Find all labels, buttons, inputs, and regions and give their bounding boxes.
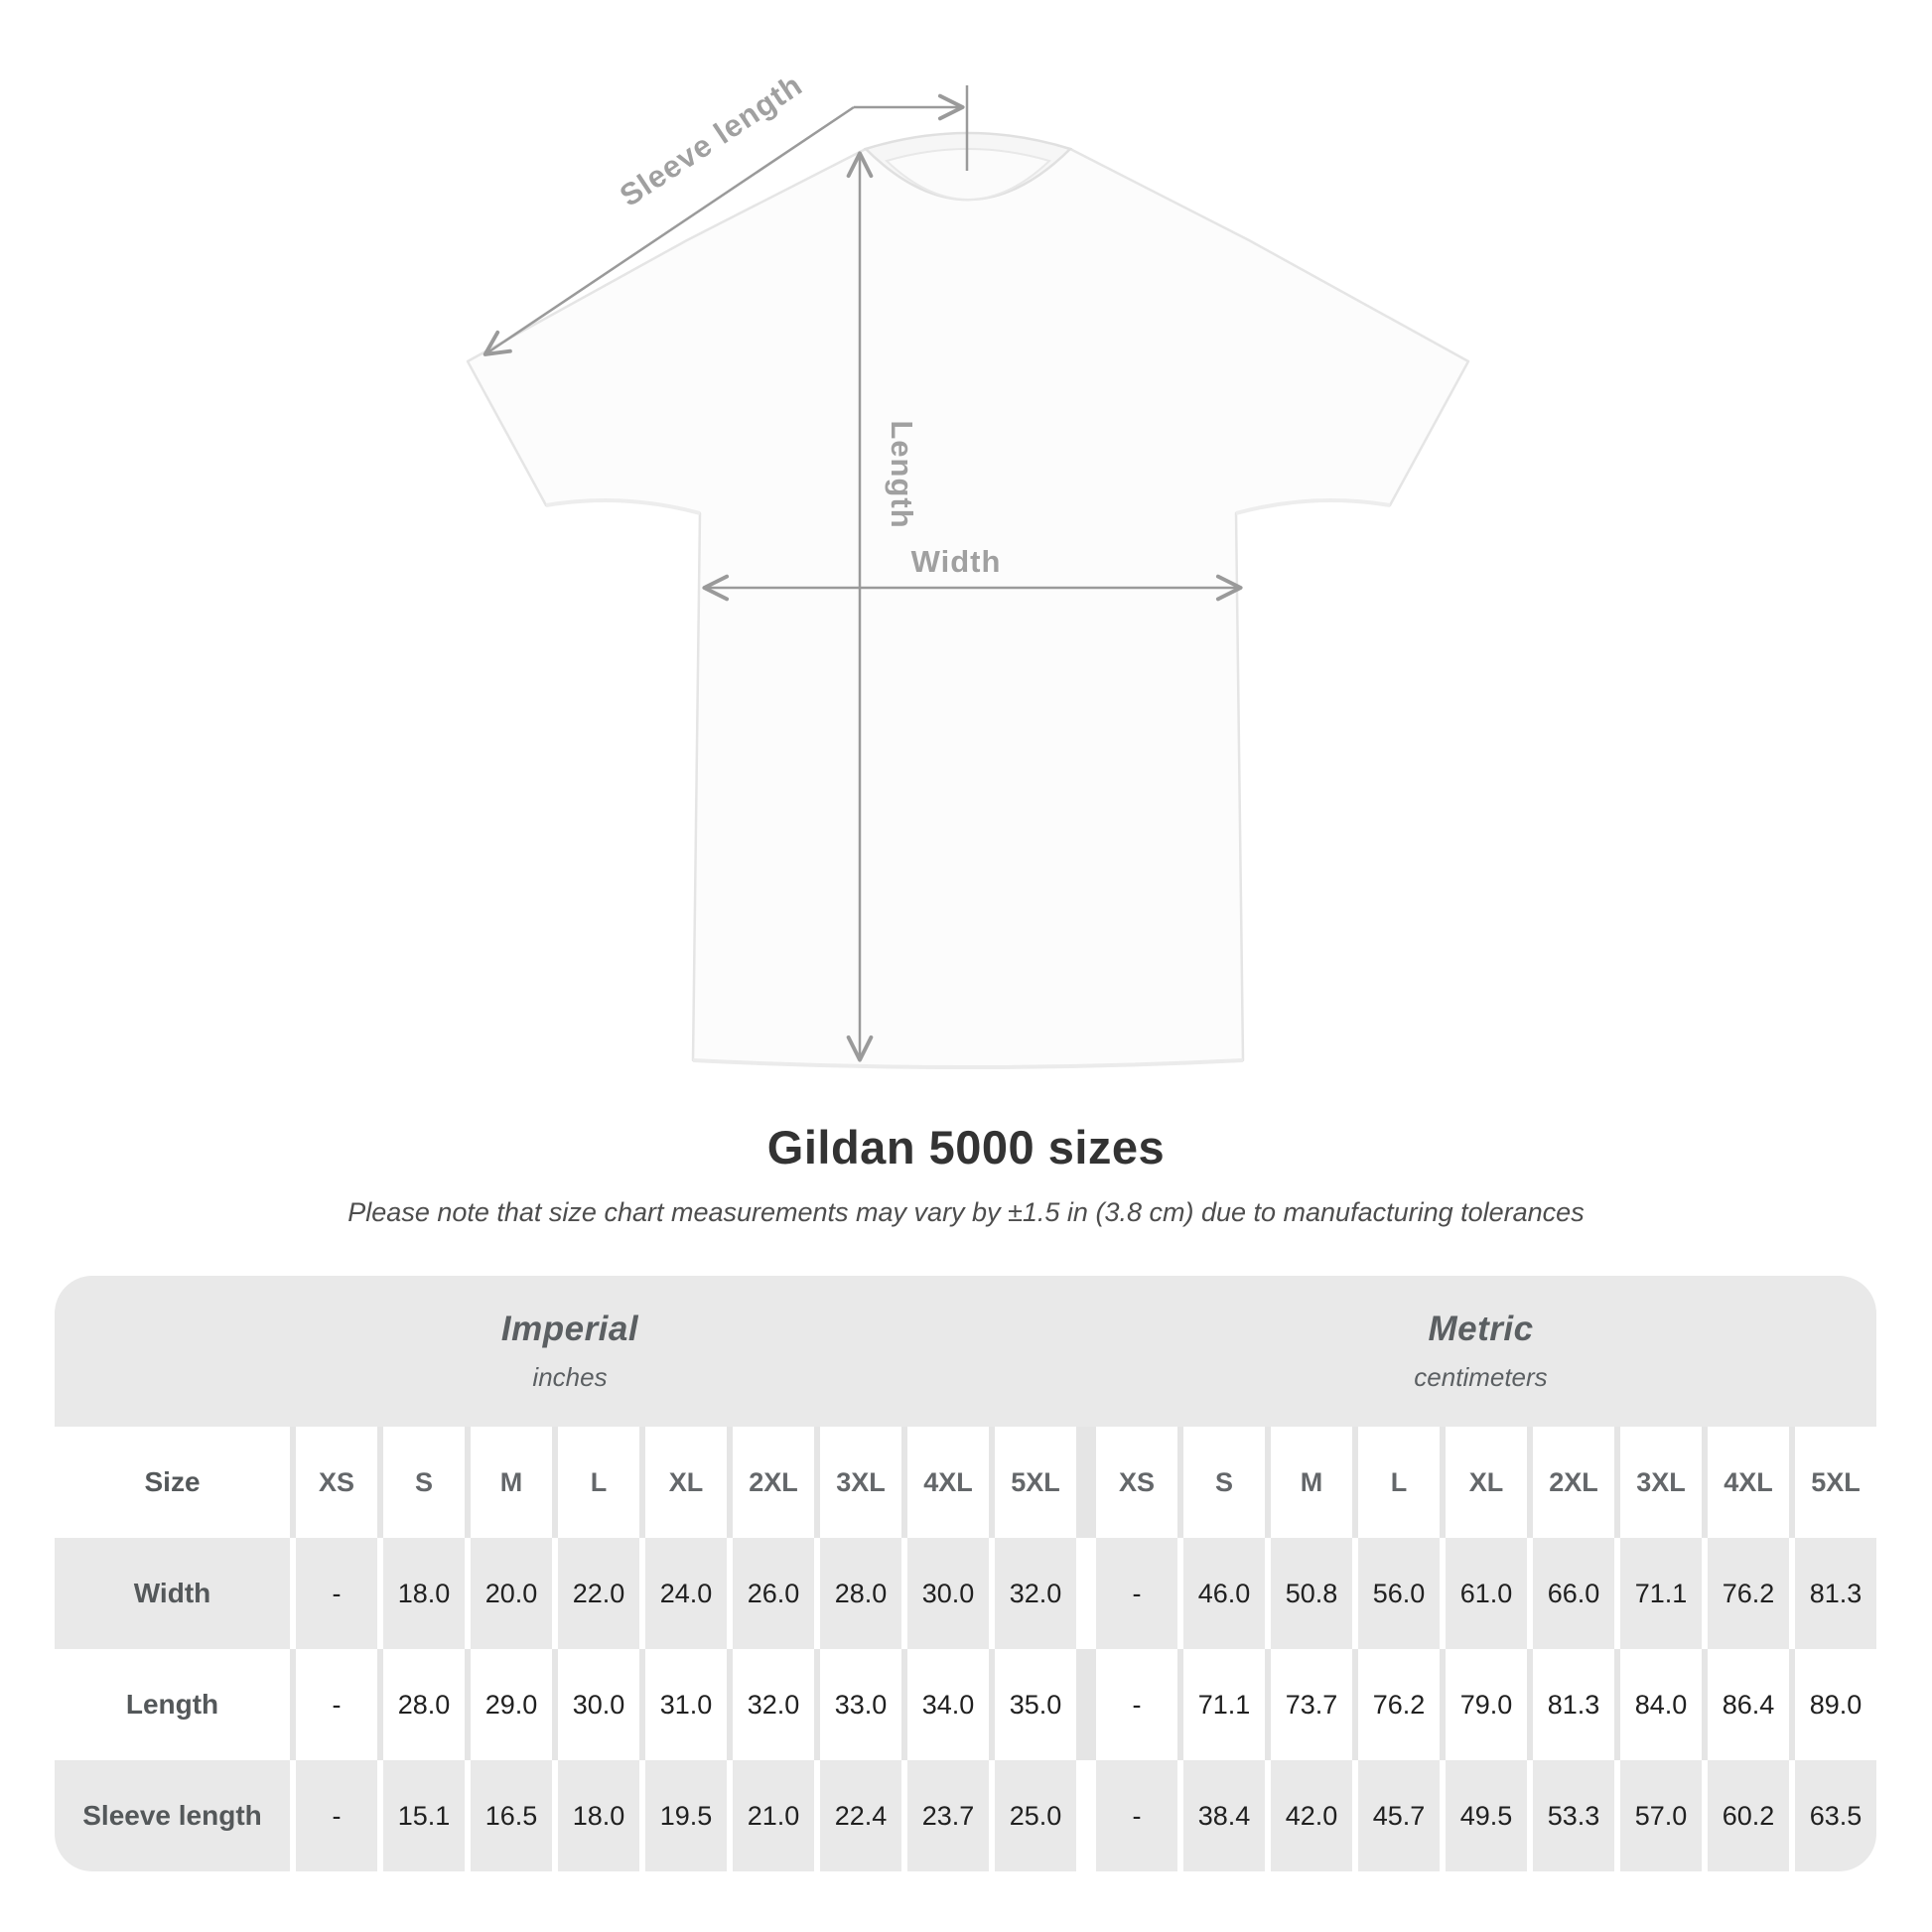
- cell-value: -: [1096, 1538, 1177, 1649]
- size-header-cell: Size: [55, 1427, 290, 1538]
- table-row-length: [55, 1649, 1876, 1760]
- cell-value: 50.8: [1271, 1538, 1352, 1649]
- row-label: Sleeve length: [55, 1760, 290, 1871]
- cell-value: 30.0: [907, 1538, 989, 1649]
- size-col-header: M: [1271, 1427, 1352, 1538]
- section-spacer: [1082, 1649, 1090, 1760]
- cell-value: 84.0: [1620, 1649, 1702, 1760]
- cell-value: 79.0: [1446, 1649, 1527, 1760]
- cell-value: 49.5: [1446, 1760, 1527, 1871]
- cell-value: 35.0: [995, 1649, 1076, 1760]
- cell-value: 28.0: [383, 1649, 465, 1760]
- cell-value: 25.0: [995, 1760, 1076, 1871]
- size-col-header: 3XL: [820, 1427, 901, 1538]
- cell-value: 33.0: [820, 1649, 901, 1760]
- size-col-header: 3XL: [1620, 1427, 1702, 1538]
- cell-value: 81.3: [1533, 1649, 1614, 1760]
- cell-value: 16.5: [471, 1760, 552, 1871]
- length-label: Length: [885, 420, 919, 529]
- cell-value: 32.0: [733, 1649, 814, 1760]
- cell-value: -: [1096, 1760, 1177, 1871]
- size-col-header: 4XL: [907, 1427, 989, 1538]
- size-header-row: [55, 1427, 1876, 1538]
- section-spacer: [1082, 1538, 1090, 1649]
- cell-value: 34.0: [907, 1649, 989, 1760]
- cell-value: 22.0: [558, 1538, 639, 1649]
- size-col-header: M: [471, 1427, 552, 1538]
- row-label: Length: [55, 1649, 290, 1760]
- imperial-sublabel: inches: [532, 1362, 608, 1392]
- cell-value: 86.4: [1708, 1649, 1789, 1760]
- section-spacer: [1082, 1760, 1090, 1871]
- section-spacer: [1082, 1427, 1090, 1538]
- cell-value: 63.5: [1795, 1760, 1876, 1871]
- page-subtitle: Please note that size chart measurements may vary by ±1.5 in (3.8 cm) due to manufacturing tolerances: [347, 1197, 1585, 1227]
- cell-value: 71.1: [1620, 1538, 1702, 1649]
- cell-value: 32.0: [995, 1538, 1076, 1649]
- cell-value: -: [296, 1649, 377, 1760]
- cell-value: 46.0: [1183, 1538, 1265, 1649]
- size-col-header: S: [1183, 1427, 1265, 1538]
- cell-value: 53.3: [1533, 1760, 1614, 1871]
- cell-value: 45.7: [1358, 1760, 1440, 1871]
- cell-value: 76.2: [1708, 1538, 1789, 1649]
- cell-value: 21.0: [733, 1760, 814, 1871]
- cell-value: 26.0: [733, 1538, 814, 1649]
- size-col-header: 2XL: [1533, 1427, 1614, 1538]
- row-label: Width: [55, 1538, 290, 1649]
- size-col-header: L: [1358, 1427, 1440, 1538]
- cell-value: 31.0: [645, 1649, 727, 1760]
- size-col-header: L: [558, 1427, 639, 1538]
- cell-value: 60.2: [1708, 1760, 1789, 1871]
- cell-value: 73.7: [1271, 1649, 1352, 1760]
- size-col-header: 5XL: [1795, 1427, 1876, 1538]
- sleeve-length-label: Sleeve length: [613, 67, 809, 213]
- cell-value: 66.0: [1533, 1538, 1614, 1649]
- cell-value: 18.0: [383, 1538, 465, 1649]
- page-title: Gildan 5000 sizes: [766, 1121, 1166, 1173]
- cell-value: -: [296, 1760, 377, 1871]
- cell-value: 24.0: [645, 1538, 727, 1649]
- size-col-header: XS: [1096, 1427, 1177, 1538]
- width-label: Width: [910, 544, 1002, 579]
- table-row-width: [55, 1538, 1876, 1649]
- cell-value: 19.5: [645, 1760, 727, 1871]
- units-band: [55, 1276, 1876, 1427]
- cell-value: 61.0: [1446, 1538, 1527, 1649]
- cell-value: -: [296, 1538, 377, 1649]
- size-col-header: XL: [1446, 1427, 1527, 1538]
- cell-value: 89.0: [1795, 1649, 1876, 1760]
- cell-value: 81.3: [1795, 1538, 1876, 1649]
- cell-value: 71.1: [1183, 1649, 1265, 1760]
- cell-value: 23.7: [907, 1760, 989, 1871]
- cell-value: 18.0: [558, 1760, 639, 1871]
- size-table-rows: [55, 1427, 1876, 1871]
- size-col-header: XL: [645, 1427, 727, 1538]
- size-col-header: S: [383, 1427, 465, 1538]
- cell-value: 57.0: [1620, 1760, 1702, 1871]
- metric-label: Metric: [1428, 1310, 1534, 1348]
- cell-value: 29.0: [471, 1649, 552, 1760]
- metric-sublabel: centimeters: [1414, 1362, 1548, 1392]
- cell-value: 30.0: [558, 1649, 639, 1760]
- cell-value: 20.0: [471, 1538, 552, 1649]
- size-col-header: XS: [296, 1427, 377, 1538]
- imperial-section: [55, 1276, 1085, 1427]
- cell-value: 38.4: [1183, 1760, 1265, 1871]
- tshirt-illustration: [468, 133, 1468, 1067]
- size-col-header: 4XL: [1708, 1427, 1789, 1538]
- cell-value: 22.4: [820, 1760, 901, 1871]
- cell-value: -: [1096, 1649, 1177, 1760]
- cell-value: 15.1: [383, 1760, 465, 1871]
- size-col-header: 2XL: [733, 1427, 814, 1538]
- cell-value: 42.0: [1271, 1760, 1352, 1871]
- metric-section: [1085, 1276, 1876, 1427]
- imperial-label: Imperial: [500, 1310, 639, 1348]
- cell-value: 76.2: [1358, 1649, 1440, 1760]
- size-col-header: 5XL: [995, 1427, 1076, 1538]
- cell-value: 28.0: [820, 1538, 901, 1649]
- cell-value: 56.0: [1358, 1538, 1440, 1649]
- size-table: [55, 1276, 1876, 1871]
- table-row-sleeve-length: [55, 1760, 1876, 1871]
